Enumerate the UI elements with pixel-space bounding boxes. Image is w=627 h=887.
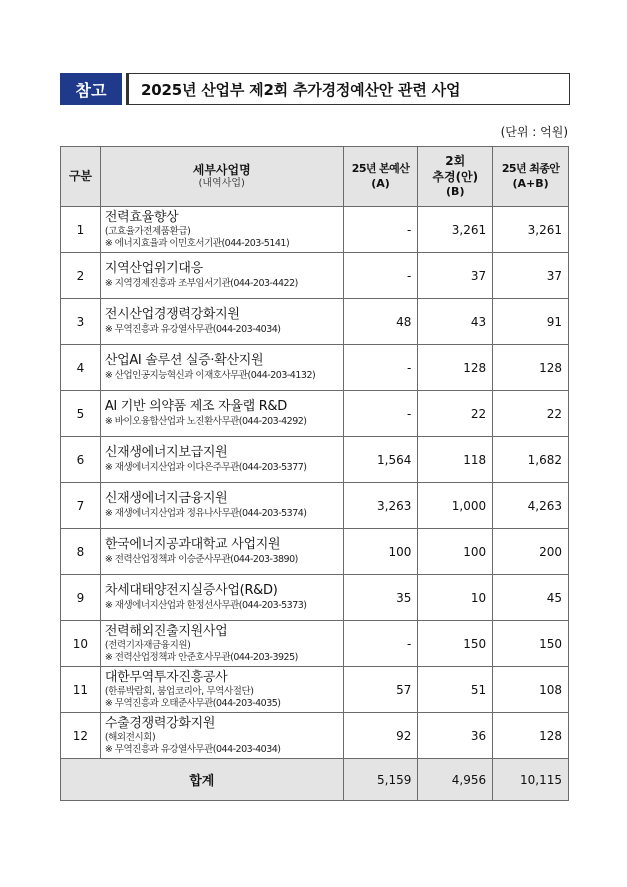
row-description xyxy=(100,713,343,759)
project-name: 신재생에너지보급지원 xyxy=(104,445,228,461)
row-description xyxy=(100,299,343,345)
table-row xyxy=(61,207,569,253)
row-number: 5 xyxy=(61,391,101,437)
row-supp: 3,261 xyxy=(418,207,493,253)
project-name: 대한무역투자진흥공사 xyxy=(104,669,228,685)
row-number: 11 xyxy=(61,667,101,713)
row-description xyxy=(100,391,343,437)
row-description xyxy=(100,207,343,253)
row-budget: 1,564 xyxy=(343,437,418,483)
sub-project: (전력기자재금융지원) xyxy=(104,639,191,651)
row-final: 37 xyxy=(493,253,569,299)
project-name: 전시산업경쟁력강화지원 xyxy=(104,307,240,323)
row-budget: 35 xyxy=(343,575,418,621)
row-supp: 10 xyxy=(418,575,493,621)
contact-note: ※ 지역경제진흥과 조부임서기관(044-203-4422) xyxy=(104,277,298,289)
row-number: 6 xyxy=(61,437,101,483)
contact-note: ※ 재생에너지산업과 이다은주무관(044-203-5377) xyxy=(104,461,307,473)
project-name: 한국에너지공과대학교 사업지원 xyxy=(104,537,281,553)
row-description xyxy=(100,253,343,299)
row-budget: 3,263 xyxy=(343,483,418,529)
project-name: 지역산업위기대응 xyxy=(104,261,203,277)
table-row xyxy=(61,437,569,483)
table-row xyxy=(61,529,569,575)
row-supp: 22 xyxy=(418,391,493,437)
row-supp: 36 xyxy=(418,713,493,759)
project-name: 신재생에너지금융지원 xyxy=(104,491,228,507)
row-number: 2 xyxy=(61,253,101,299)
row-final: 128 xyxy=(493,713,569,759)
table-row xyxy=(61,483,569,529)
row-number: 1 xyxy=(61,207,101,253)
header-supp-line1: 2회 xyxy=(445,153,466,168)
row-final: 45 xyxy=(493,575,569,621)
total-supp: 4,956 xyxy=(418,759,493,801)
row-number: 4 xyxy=(61,345,101,391)
row-budget: - xyxy=(343,207,418,253)
header-category: 구분 xyxy=(61,147,101,207)
project-name: 산업AI 솔루션 실증·확산지원 xyxy=(104,353,264,369)
row-supp: 118 xyxy=(418,437,493,483)
table-row xyxy=(61,713,569,759)
row-supp: 150 xyxy=(418,621,493,667)
row-budget: 92 xyxy=(343,713,418,759)
row-description xyxy=(100,667,343,713)
row-final: 108 xyxy=(493,667,569,713)
row-final: 150 xyxy=(493,621,569,667)
row-budget: - xyxy=(343,253,418,299)
row-supp: 100 xyxy=(418,529,493,575)
sub-project: (해외전시회) xyxy=(104,731,156,743)
contact-note: ※ 무역진흥과 유강열사무관(044-203-4034) xyxy=(104,323,281,335)
project-name: 전력효율향상 xyxy=(104,209,179,225)
header-final xyxy=(493,147,569,207)
row-supp: 43 xyxy=(418,299,493,345)
project-name: 차세대태양전지실증사업(R&D) xyxy=(104,583,278,599)
contact-note: ※ 산업인공지능혁신과 이재호사무관(044-203-4132) xyxy=(104,369,316,381)
total-budget: 5,159 xyxy=(343,759,418,801)
row-number: 3 xyxy=(61,299,101,345)
row-budget: - xyxy=(343,345,418,391)
row-supp: 1,000 xyxy=(418,483,493,529)
table-row xyxy=(61,667,569,713)
row-supp: 37 xyxy=(418,253,493,299)
sub-project: (한류박람회, 붐업코리아, 무역사절단) xyxy=(104,685,254,697)
row-supp: 128 xyxy=(418,345,493,391)
table-row xyxy=(61,253,569,299)
row-final: 1,682 xyxy=(493,437,569,483)
row-number: 12 xyxy=(61,713,101,759)
row-budget: - xyxy=(343,621,418,667)
contact-note: ※ 재생에너지산업과 한정선사무관(044-203-5373) xyxy=(104,599,307,611)
row-supp: 51 xyxy=(418,667,493,713)
row-budget: 100 xyxy=(343,529,418,575)
header-detail-sub: (내역사업) xyxy=(198,177,245,189)
header-budget-main: 25년 본예산 xyxy=(351,161,410,175)
table-row xyxy=(61,621,569,667)
row-number: 7 xyxy=(61,483,101,529)
row-description xyxy=(100,575,343,621)
project-name: 전력해외진출지원사업 xyxy=(104,623,228,639)
contact-note: ※ 재생에너지산업과 정유나사무관(044-203-5374) xyxy=(104,507,307,519)
reference-tag: 참고 xyxy=(60,73,122,105)
contact-note: ※ 무역진흥과 오태준사무관(044-203-4035) xyxy=(104,697,281,709)
unit-label: (단위 : 억원) xyxy=(500,125,568,139)
table-row xyxy=(61,299,569,345)
row-description xyxy=(100,483,343,529)
header-supp xyxy=(418,147,493,207)
contact-note: ※ 에너지효율과 이민호서기관(044-203-5141) xyxy=(104,237,290,249)
header-budget xyxy=(343,147,418,207)
header-final-main: 25년 최종안 xyxy=(501,161,560,175)
header-detail xyxy=(100,147,343,207)
table-header-row xyxy=(61,147,569,207)
row-final: 128 xyxy=(493,345,569,391)
row-final: 200 xyxy=(493,529,569,575)
row-number: 8 xyxy=(61,529,101,575)
row-description xyxy=(100,621,343,667)
row-final: 3,261 xyxy=(493,207,569,253)
row-budget: 57 xyxy=(343,667,418,713)
sub-project: (고효율가전제품환급) xyxy=(104,225,191,237)
total-label: 합계 xyxy=(61,759,344,801)
table-row xyxy=(61,345,569,391)
row-budget: - xyxy=(343,391,418,437)
total-row xyxy=(61,759,569,801)
contact-note: ※ 바이오융합산업과 노진환사무관(044-203-4292) xyxy=(104,415,307,427)
project-name: 수출경쟁력강화지원 xyxy=(104,715,216,731)
header-supp-line2: 추경(안) xyxy=(432,170,479,185)
header-supp-sub: (B) xyxy=(446,185,465,199)
row-final: 22 xyxy=(493,391,569,437)
row-number: 9 xyxy=(61,575,101,621)
row-description xyxy=(100,345,343,391)
budget-table xyxy=(60,146,569,801)
document-title: 2025년 산업부 제2회 추가경정예산안 관련 사업 xyxy=(126,73,570,105)
row-final: 4,263 xyxy=(493,483,569,529)
project-name: AI 기반 의약품 제조 자율랩 R&D xyxy=(104,399,287,415)
contact-note: ※ 무역진흥과 유강열사무관(044-203-4034) xyxy=(104,743,281,755)
header-final-sub: (A+B) xyxy=(512,176,549,190)
row-final: 91 xyxy=(493,299,569,345)
contact-note: ※ 전력산업정책과 안준호사무관(044-203-3925) xyxy=(104,651,298,663)
table-row xyxy=(61,575,569,621)
header-detail-main: 세부사업명 xyxy=(192,162,251,177)
row-budget: 48 xyxy=(343,299,418,345)
row-number: 10 xyxy=(61,621,101,667)
title-bar xyxy=(60,73,570,105)
header-budget-sub: (A) xyxy=(371,176,390,190)
total-final: 10,115 xyxy=(493,759,569,801)
contact-note: ※ 전력산업정책과 이승준사무관(044-203-3890) xyxy=(104,553,298,565)
row-description xyxy=(100,437,343,483)
table-row xyxy=(61,391,569,437)
row-description xyxy=(100,529,343,575)
